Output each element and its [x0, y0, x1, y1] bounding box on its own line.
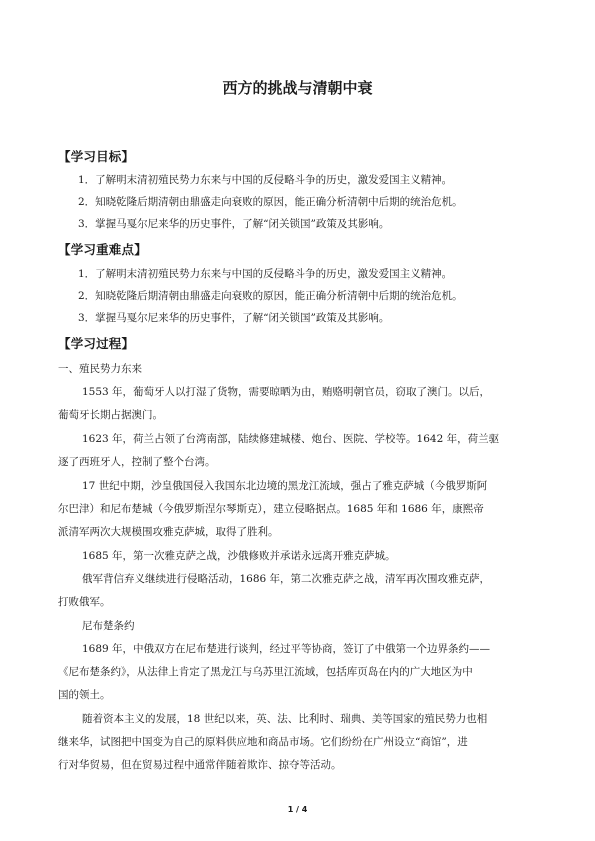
- section-heading-goals: 【学习目标】: [58, 149, 135, 164]
- section-heading-keypoints: 【学习重难点】: [58, 242, 147, 257]
- paragraph-line: 逐了西班牙人，控制了整个台湾。: [58, 456, 216, 468]
- subheading-colonial-forces: 一、殖民势力东来: [58, 363, 142, 375]
- paragraph-line: 葡萄牙长期占据澳门。: [58, 409, 163, 421]
- paragraph-line: 《尼布楚条约》，从法律上肯定了黑龙江与乌苏里江流域，包括库页岛在内的广大地区为中: [58, 666, 473, 678]
- goal-item-3: 3．掌握马戛尔尼来华的历史事件，了解“闭关锁国”政策及其影响。: [78, 218, 390, 230]
- paragraph-line: 尔巴津）和尼布楚城（今俄罗斯涅尔琴斯克），建立侵略据点。1685 年和 1686 年，康熙帝: [58, 503, 484, 515]
- keypoint-item-1: 1．了解明末清初殖民势力东来与中国的反侵略斗争的历史，激发爱国主义精神。: [78, 268, 453, 280]
- paragraph-line: 俄军背信弃义继续进行侵略活动，1686 年，第二次雅克萨之战，清军再次围攻雅克萨，: [82, 573, 491, 585]
- paragraph-line: 打败俄军。: [58, 596, 111, 608]
- paragraph-line: 1685 年，第一次雅克萨之战，沙俄修败并承诺永远离开雅克萨城。: [82, 550, 396, 562]
- section-heading-process: 【学习过程】: [58, 336, 135, 351]
- goal-item-2: 2．知晓乾隆后期清朝由鼎盛走向衰败的原因，能正确分析清朝中后期的统治危机。: [78, 196, 463, 208]
- page-title: 西方的挑战与清朝中衰: [222, 79, 373, 97]
- paragraph-line: 派清军两次大规模围攻雅克萨城，取得了胜利。: [58, 526, 279, 538]
- paragraph-line: 1623 年，荷兰占领了台湾南部，陆续修建城楼、炮台、医院、学校等。1642 年，荷兰驱: [82, 433, 500, 445]
- page-number: 1 / 4: [287, 805, 308, 814]
- nerchinsk-heading: 尼布楚条约: [82, 620, 135, 632]
- paragraph-line: 1689 年，中俄双方在尼布楚进行谈判，经过平等协商，签订了中俄第一个边界条约——: [82, 643, 491, 655]
- paragraph-line: 随着资本主义的发展，18 世纪以来，英、法、比利时、瑞典、美等国家的殖民势力也相: [82, 713, 488, 725]
- paragraph-line: 国的领土。: [58, 689, 111, 701]
- paragraph-line: 行对华贸易，但在贸易过程中通常伴随着欺诈、掠夺等活动。: [58, 759, 342, 771]
- paragraph-line: 1553 年，葡萄牙人以打湿了货物，需要晾晒为由，贿赂明朝官员，窃取了澳门。以后，: [82, 386, 491, 398]
- paragraph-line: 继来华，试图把中国变为自己的原料供应地和商品市场。它们纷纷在广州设立“商馆”，进: [58, 736, 468, 748]
- goal-item-1: 1．了解明末清初殖民势力东来与中国的反侵略斗争的历史，激发爱国主义精神。: [78, 174, 453, 186]
- keypoint-item-3: 3．掌握马戛尔尼来华的历史事件，了解“闭关锁国”政策及其影响。: [78, 312, 390, 324]
- keypoint-item-2: 2．知晓乾隆后期清朝由鼎盛走向衰败的原因，能正确分析清朝中后期的统治危机。: [78, 290, 463, 302]
- paragraph-line: 17 世纪中期，沙皇俄国侵入我国东北边境的黑龙江流域，强占了雅克萨城（今俄罗斯阿: [82, 480, 488, 492]
